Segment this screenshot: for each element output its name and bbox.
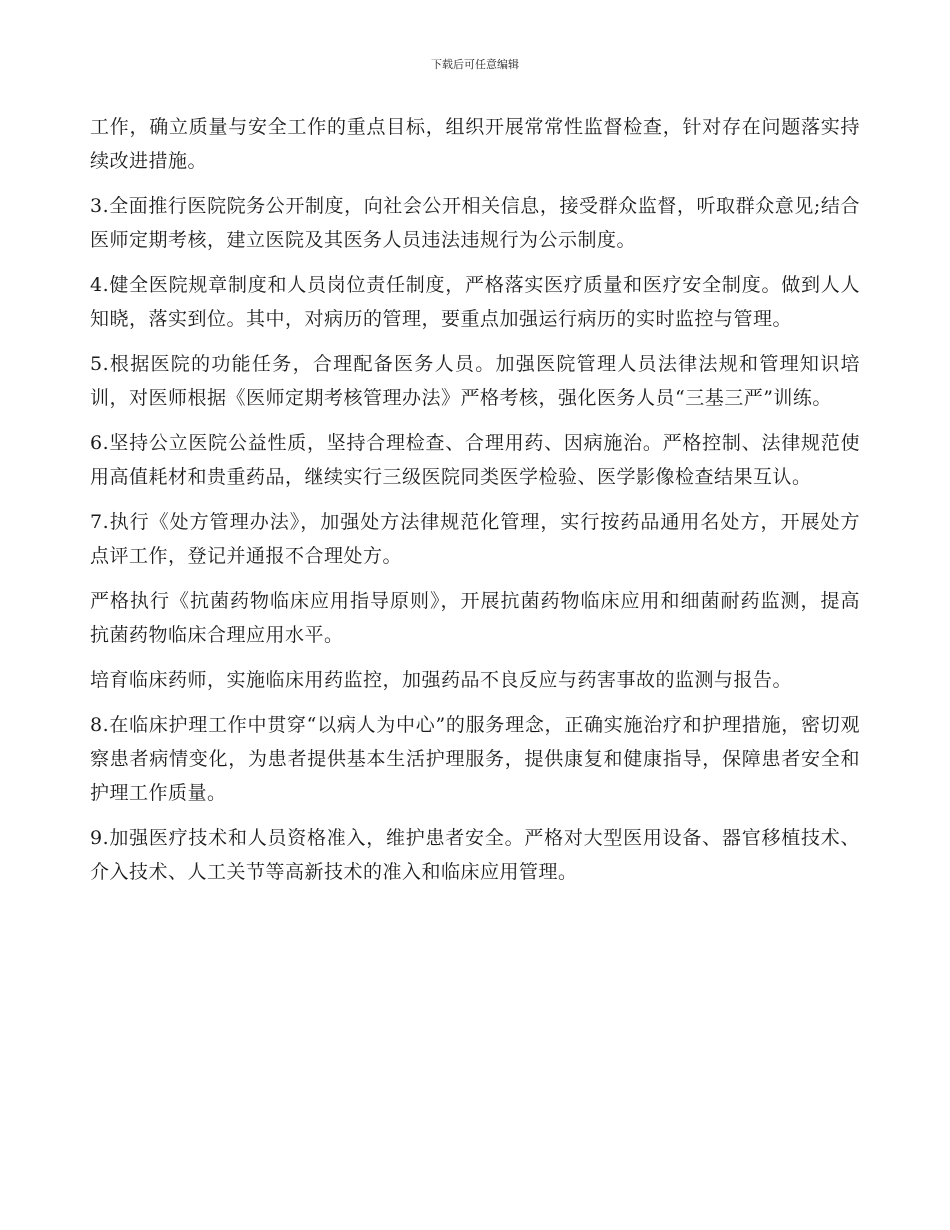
paragraph-continuation: 工作，确立质量与安全工作的重点目标，组织开展常常性监督检查，针对存在问题落实持续改进措施。 <box>90 116 860 172</box>
paragraph-pharmacist: 培育临床药师，实施临床用药监控，加强药品不良反应与药害事故的监测与报告。 <box>90 669 793 691</box>
paragraph-item-6: 6.坚持公立医院公益性质，坚持合理检查、合理用药、因病施治。严格控制、法律规范使用高值耗材和贵重药品，继续实行三级医院同类医学检验、医学影像检查结果互认。 <box>90 432 860 488</box>
paragraph-item-9: 9.加强医疗技术和人员资格准入，维护患者安全。严格对大型医用设备、器官移植技术、介入技术、人工关节等高新技术的准入和临床应用管理。 <box>90 827 860 883</box>
paragraph-item-4: 4.健全医院规章制度和人员岗位责任制度，严格落实医疗质量和医疗安全制度。做到人人知晓，落实到位。其中，对病历的管理，要重点加强运行病历的实时监控与管理。 <box>90 274 860 330</box>
paragraph-item-5: 5.根据医院的功能任务，合理配备医务人员。加强医院管理人员法律法规和管理知识培训，对医师根据《医师定期考核管理办法》严格考核，强化医务人员“三基三严”训练。 <box>90 353 860 409</box>
paragraph-item-7: 7.执行《处方管理办法》，加强处方法律规范化管理，实行按药品通用名处方，开展处方点评工作，登记并通报不合理处方。 <box>90 511 860 567</box>
document-body <box>90 110 860 900</box>
paragraph-item-3: 3.全面推行医院院务公开制度，向社会公开相关信息，接受群众监督，听取群众意见;结合医师定期考核，建立医院及其医务人员违法违规行为公示制度。 <box>90 195 860 251</box>
paragraph-item-8: 8.在临床护理工作中贯穿“以病人为中心”的服务理念，正确实施治疗和护理措施，密切观察患者病情变化，为患者提供基本生活护理服务，提供康复和健康指导，保障患者安全和护理工作质量。 <box>90 714 860 804</box>
paragraph-antibiotics: 严格执行《抗菌药物临床应用指导原则》，开展抗菌药物临床应用和细菌耐药监测，提高抗菌药物临床合理应用水平。 <box>90 590 860 646</box>
page-header: 下载后可任意编辑 <box>431 58 519 71</box>
